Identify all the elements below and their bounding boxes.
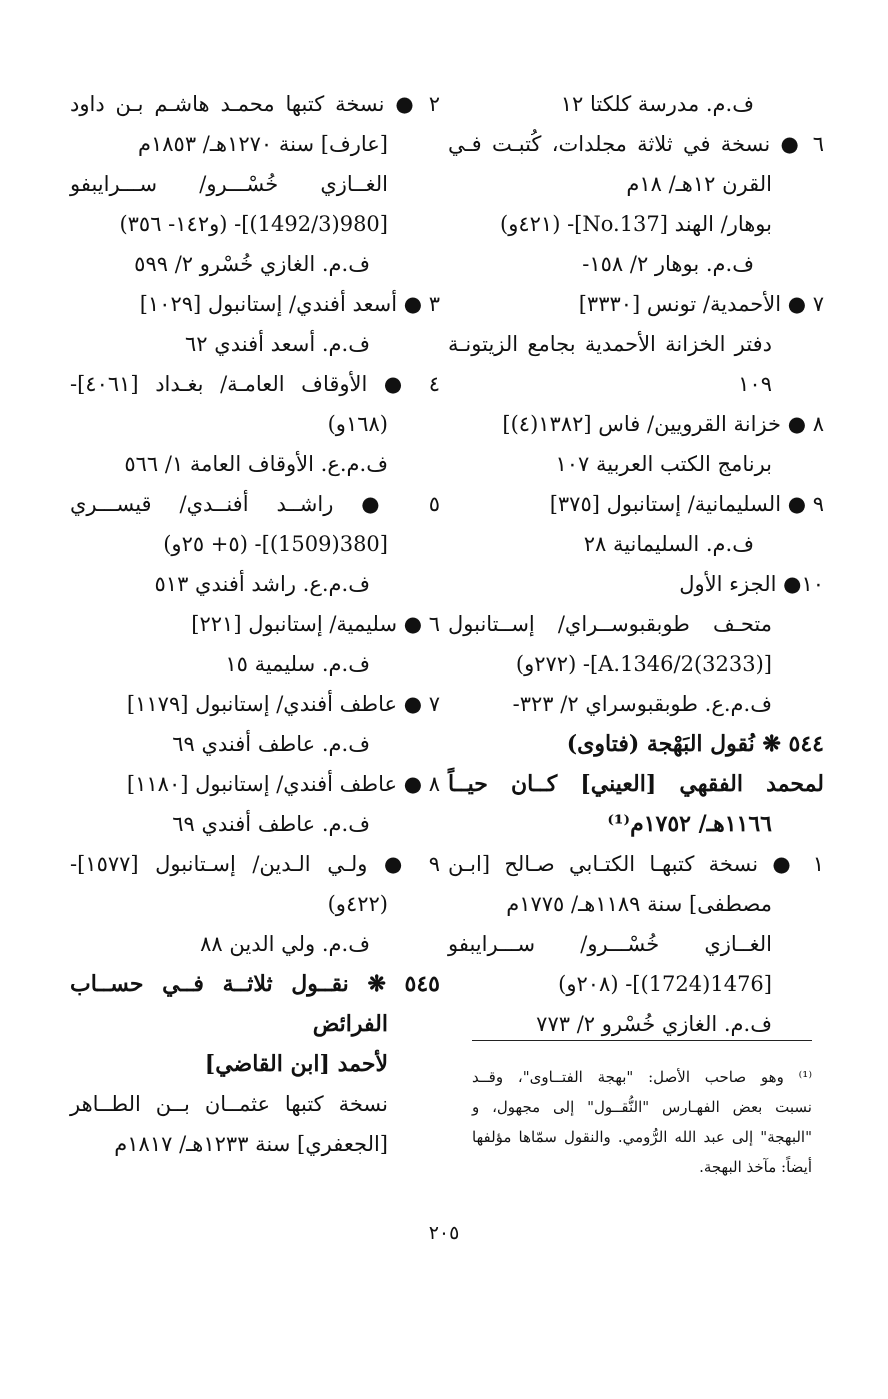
text-line: [A.1346/2(3233)]- (٢٧٢و) [515,652,772,676]
text-line: (٤٢٢و) [327,892,388,916]
manuscript-entry: ٦ ● نسخة في ثلاثة مجلدات، كُتبـت فـي [448,132,824,156]
manuscript-entry: ٧ ● عاطف أفندي/ إستانبول [١١٧٩] [126,692,440,716]
manuscript-entry: ٨ ● خزانة القرويين/ فاس [١٣٨٢(٤)] [502,412,824,436]
footnote-divider [472,1040,812,1041]
page-number: ٢٠٥ [428,1222,460,1244]
entry-author: ١١٦٦هـ/ ١٧٥٢م⁽¹⁾ [607,811,772,837]
text-line: القرن ١٢هـ/ ١٨م [626,172,772,196]
text-line: [الجعفري] سنة ١٢٣٣هـ/ ١٨١٧م [114,1132,388,1156]
footnote-line: "البهجة" إلى عبد الله الرُّومي. والنقول سمّاها مؤلفها [472,1128,812,1146]
text-line: الغــازي خُسْـــرو/ ســـرايبفو [70,172,388,196]
manuscript-entry: ٥ ● راشــد أفنــدي/ قيســـري [70,492,440,516]
text-line: ف.م.ع. راشد أفندي ٥١٣ [154,572,370,596]
text-line: ف.م. بوهار ٢/ ١٥٨- [582,252,754,276]
entry-heading: الفرائض [312,1011,388,1037]
left-column [70,84,440,1164]
manuscript-entry: ٨ ● عاطف أفندي/ إستانبول [١١٨٠] [126,772,440,796]
manuscript-entry: ٩ ● السليمانية/ إستانبول [٣٧٥] [549,492,824,516]
footnote-line: ⁽¹⁾ وهو صاحب الأصل: "بهجة الفتــاوى"، وقــد [472,1068,812,1086]
entry-heading: ٥٤٥ ❋ نقــول ثلاثــة فــي حســاب [70,971,440,997]
manuscript-entry: ٢ ● نسخة كتبها محمـد هاشـم بـن داود [70,92,440,116]
manuscript-entry: ٩ ● ولـي الـدين/ إسـتانبول [١٥٧٧]- [70,852,440,876]
text-line: ف.م. مدرسة كلكتا ١٢ [560,92,754,116]
entry-heading: ٥٤٤ ❋ نُقول البَهْجة (فتاوى) [566,731,824,757]
manuscript-entry: ٦ ● سليمية/ إستانبول [٢٢١] [191,612,440,636]
text-line: ف.م. السليمانية ٢٨ [583,532,754,556]
footnote-line: أيضاً: مآخذ البهجة. [699,1158,812,1176]
text-line: ف.م. أسعد أفندي ٦٢ [185,332,370,356]
text-line: ف.م. الغازي خُسْرو ٢/ ٧٧٣ [536,1012,772,1036]
text-line: (١٦٨و) [327,412,388,436]
manuscript-entry: ٧ ● الأحمدية/ تونس [٣٣٣٠] [578,292,824,316]
text-line: [980(1492/3)]- (و١٤٢- ٣٥٦) [119,212,388,236]
footnote [472,1062,812,1182]
text-line: ف.م. الغازي خُسْرو ٢/ ٥٩٩ [134,252,370,276]
text-line: ١٠٩ [738,372,772,396]
entry-author: لأحمد [ابن القاضي] [204,1051,388,1077]
entry-author: لمحمد الفقهي [العيني] كــان حيــاً [448,771,824,797]
text-line: دفتر الخزانة الأحمدية بجامع الزيتونـة [448,332,772,356]
manuscript-entry: ١ ● نسخة كتبهـا الكتـابي صـالح [ابـن [448,852,824,876]
text-line: ف.م. عاطف أفندي ٦٩ [172,732,370,756]
text-line: مصطفى] سنة ١١٨٩هـ/ ١٧٧٥م [506,892,772,916]
text-line: [1476(1724)]- (٢٠٨و) [558,972,772,996]
text-line: بوهار/ الهند [No.137]- (٤٢١و) [500,212,772,236]
text-line: ف.م.ع. طوبقبوسراي ٢/ ٣٢٣- [512,692,772,716]
text-line: نسخة كتبها عثمــان بــن الطــاهر [70,1092,388,1116]
text-line: [عارف] سنة ١٢٧٠هـ/ ١٨٥٣م [137,132,388,156]
text-line: ف.م.ع. الأوقاف العامة ١/ ٥٦٦ [124,452,388,476]
manuscript-entry: ٣ ● أسعد أفندي/ إستانبول [١٠٢٩] [139,292,440,316]
text-line: [380(1509)]- (٥+ ٢٥و) [163,532,388,556]
text-line: ف.م. عاطف أفندي ٦٩ [172,812,370,836]
manuscript-entry: ٤ ● الأوقاف العامـة/ بغـداد [٤٠٦١]- [70,372,440,396]
text-line: برنامج الكتب العربية ١٠٧ [555,452,772,476]
text-line: الغــازي خُسْـــرو/ ســـرايبفو [448,932,772,956]
manuscript-entry: ١٠● الجزء الأول [679,572,824,596]
text-line: ف.م. سليمية ١٥ [225,652,370,676]
text-line: ف.م. ولي الدين ٨٨ [200,932,370,956]
footnote-line: نسبت بعض الفهـارس "النُّقــول" إلى مجهول، و [472,1098,812,1116]
right-column [448,84,824,1044]
text-line: متحـف طوبقبوســراي/ إســتانبول [448,612,772,636]
